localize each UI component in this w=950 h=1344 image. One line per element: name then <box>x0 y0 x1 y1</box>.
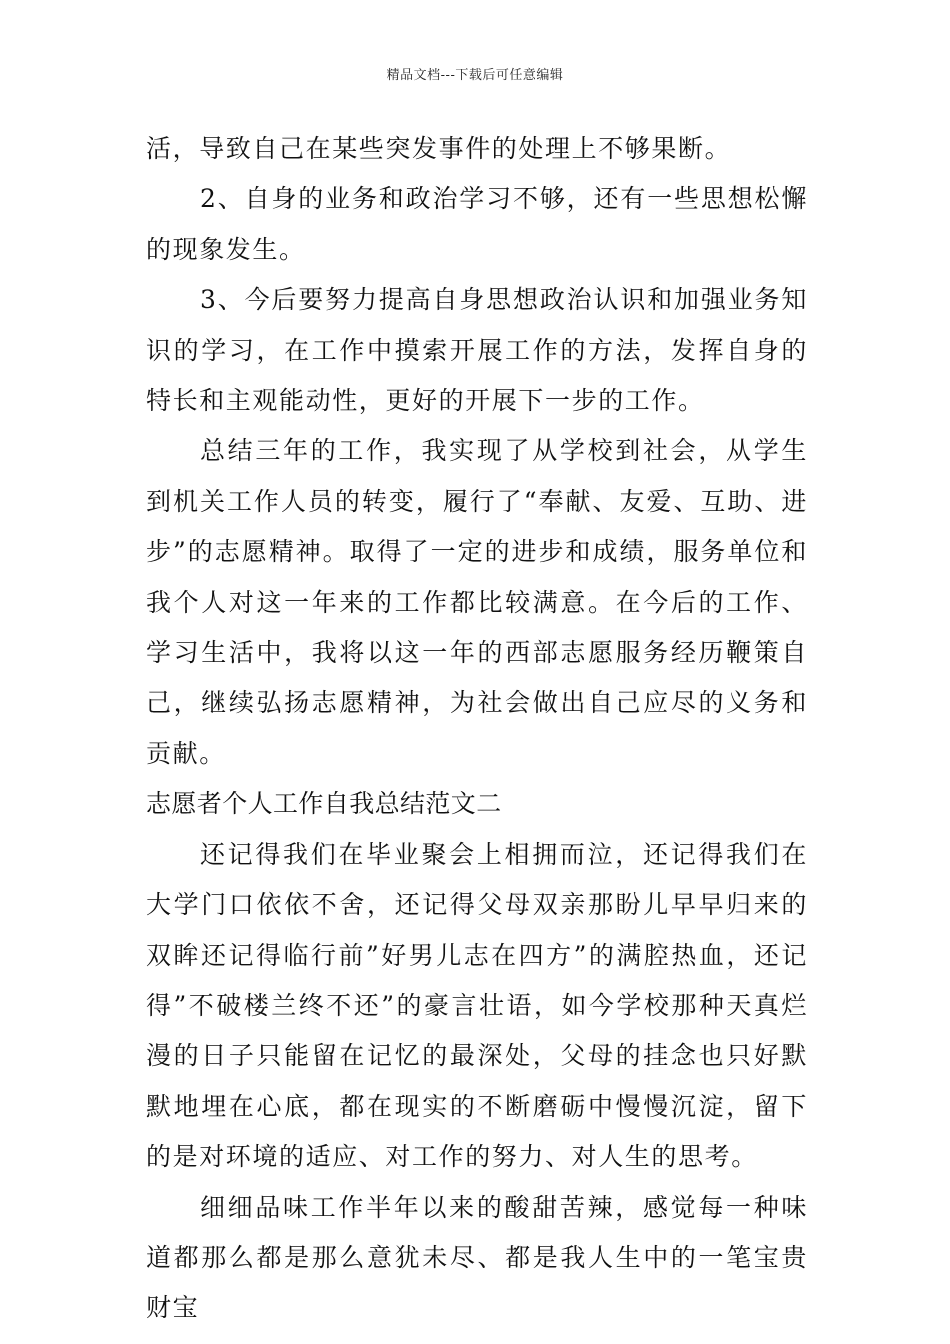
paragraph-reflection: 细细品味工作半年以来的酸甜苦辣，感觉每一种味道都那么都是那么意犹未尽、都是我人生中的一笔宝贵财宝 <box>146 1192 808 1323</box>
paragraph-item-3: 3、今后要努力提高自身思想政治认识和加强业务知识的学习，在工作中摸索开展工作的方法，发挥自身的特长和主观能动性，更好的开展下一步的工作。 <box>146 285 808 416</box>
paragraph-summary: 总结三年的工作，我实现了从学校到社会，从学生到机关工作人员的转变，履行了“奉献、友爱、互助、进步”的志愿精神。取得了一定的进步和成绩，服务单位和我个人对这一年来的工作都比较满意。在今后的工作、学习生活中，我将以这一年的西部志愿服务经历鞭策自己，继续弘扬志愿精神，为社会做出自己应尽的义务和贡献。 <box>146 436 808 768</box>
paragraph-memories: 还记得我们在毕业聚会上相拥而泣，还记得我们在大学门口依依不舍，还记得父母双亲那盼儿早早归来的双眸还记得临行前”好男儿志在四方”的满腔热血，还记得”不破楼兰终不还”的豪言壮语，如今学校那种天真烂漫的日子只能留在记忆的最深处，父母的挂念也只好默默地埋在心底，都在现实的不断磨砺中慢慢沉淀，留下的是对环境的适应、对工作的努力、对人生的思考。 <box>146 839 808 1172</box>
section-heading: 志愿者个人工作自我总结范文二 <box>146 789 502 819</box>
paragraph-continuation: 活，导致自己在某些突发事件的处理上不够果断。 <box>146 134 732 163</box>
document-body <box>146 124 808 1334</box>
page-header: 精品文档---下载后可任意编辑 <box>386 68 564 83</box>
paragraph-item-2: 2、自身的业务和政治学习不够，还有一些思想松懈的现象发生。 <box>146 184 808 264</box>
